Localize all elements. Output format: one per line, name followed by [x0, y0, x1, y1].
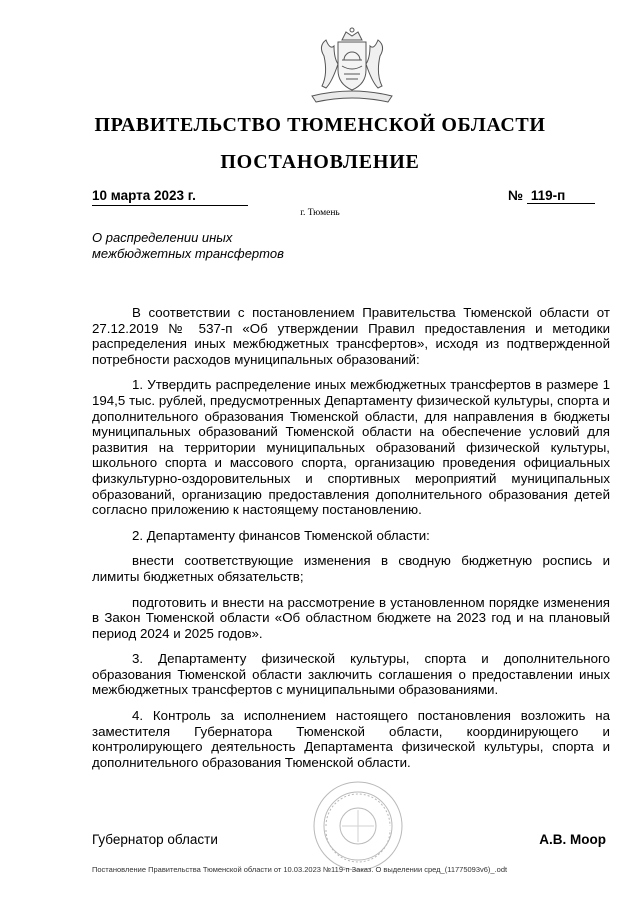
body-paragraph: 1. Утвердить распределение иных межбюджетных трансфертов в размере 1 194,5 тыс. рублей, предусмотренных Департаменту физической культуры, спорта и дополнительного образования Тюменской области, для направления в бюджеты муниципальных образований Тюменской области на обеспечение условий для развития на территории муниципальных образований физической культуры, школьного спорта и массового спорта, организацию проведения официальных физкультурно-оздоровительных и спортивных мероприятий муниципальных образований, организацию предоставления дополнительного образования детей согласно приложению к настоящему постановлению.	[92, 377, 610, 518]
body-paragraph: 4. Контроль за исполнением настоящего постановления возложить на заместителя Губернатора Тюменской области, координирующего и контролирующего деятельность Департамента физической культуры, спорта и дополнительного образования Тюменской области.	[92, 708, 610, 770]
body-paragraph: 3. Департаменту физической культуры, спорта и дополнительного образования Тюменской области заключить соглашения о предоставлении иных межбюджетных трансфертов с муниципальными образованиями.	[92, 651, 610, 698]
document-type: ПОСТАНОВЛЕНИЕ	[220, 151, 420, 173]
body-paragraph: подготовить и внести на рассмотрение в установленном порядке изменения в Закон Тюменской области «Об областном бюджете на 2023 год и на плановый период 2024 и 2025 годов».	[92, 594, 610, 641]
seal-stamp-icon	[312, 780, 404, 872]
document-subject	[92, 230, 352, 262]
subject-line: О распределении иных	[92, 230, 233, 245]
number-sign: №	[508, 188, 524, 203]
document-date: 10 марта 2023 г.	[92, 188, 248, 206]
body-paragraph: 2. Департаменту финансов Тюменской области:	[132, 527, 430, 543]
document-city: г. Тюмень	[300, 208, 340, 218]
coat-of-arms-icon	[304, 26, 400, 104]
signature-name: А.В. Моор	[539, 832, 606, 847]
document-number	[508, 188, 595, 204]
subject-line: межбюджетных трансфертов	[92, 246, 284, 261]
body-paragraph: внести соответствующие изменения в сводную бюджетную роспись и лимиты бюджетных обязательств;	[92, 553, 610, 584]
number-value: 119-п	[527, 188, 595, 204]
document-body	[92, 305, 610, 780]
government-title: ПРАВИТЕЛЬСТВО ТЮМЕНСКОЙ ОБЛАСТИ	[94, 114, 546, 136]
signature-title: Губернатор области	[92, 832, 218, 847]
body-paragraph: В соответствии с постановлением Правительства Тюменской области от 27.12.2019 № 537-п «Об утверждении Правил предоставления и методики распределения иных межбюджетных трансфертов», исходя из подтвержденной потребности расходов муниципальных образований:	[92, 305, 610, 367]
document-footer: Постановление Правительства Тюменской области от 10.03.2023 №119-п Заказ. О выделении сред_(11775093v6)_.odt	[92, 865, 508, 874]
